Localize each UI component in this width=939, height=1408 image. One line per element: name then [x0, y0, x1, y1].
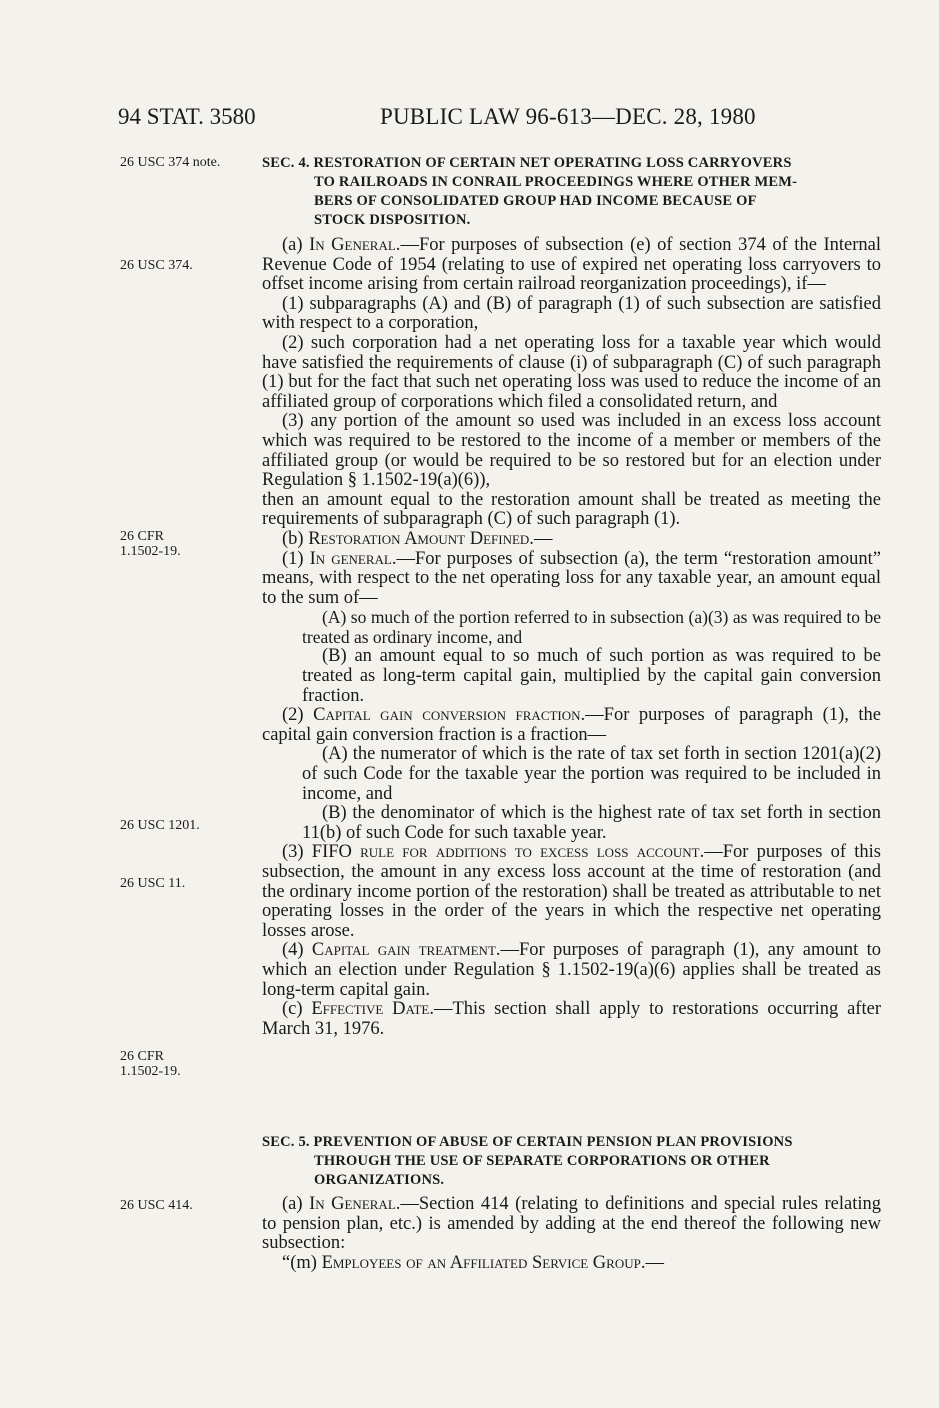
subsection-label: “(m)	[282, 1252, 322, 1273]
heading-line: BERS OF CONSOLIDATED GROUP HAD INCOME BECAUSE OF	[314, 193, 757, 209]
heading-line: SEC. 4. RESTORATION OF CERTAIN NET OPERATING LOSS CARRYOVERS	[262, 155, 792, 171]
subparagraph-b2A: (A) the numerator of which is the rate of tax set forth in section 1201(a)(2) of such Code for the taxable year the portion was required to be included in income, and	[302, 744, 881, 804]
paragraph-text: —For purposes of paragraph (1), the capital gain conversion fraction is a fraction—	[262, 705, 881, 745]
subsection-label: (b)	[282, 528, 309, 549]
margin-note-26usc11: 26 USC 11.	[120, 876, 186, 891]
heading-line: STOCK DISPOSITION.	[314, 212, 471, 228]
paragraph-text: —For purposes of subsection (a), the term “restoration amount” means, with respect to the net operating loss for any taxable year, an amount equal to the sum of—	[262, 548, 881, 608]
subsection-label: (a)	[282, 235, 310, 255]
section-5-heading	[262, 1133, 887, 1190]
paragraph-a2: (2) such corporation had a net operating loss for a taxable year which would have satisfied the requirements of clause (i) of subparagraph (C) of such paragraph (1) but for the fact that such net operating loss was used to reduce the income of an affiliated group of corporations which filed a consolidated return, and	[262, 332, 881, 412]
subparagraph-b1B: (B) an amount equal to so much of such portion as was required to be treated as long-term capital gain, multiplied by the capital gain conversion fraction.	[302, 646, 881, 706]
margin-note-26usc374: 26 USC 374.	[120, 258, 193, 273]
subsection-dash: —	[533, 528, 553, 549]
section-4-body	[262, 236, 881, 1039]
subparagraph-b1A: (A) so much of the portion referred to in subsection (a)(3) as was required to be treated as ordinary income, and	[302, 607, 881, 647]
margin-note-line: 26 CFR	[120, 1049, 164, 1064]
margin-note-line: 1.1502-19.	[120, 544, 181, 559]
subsection-text: —This section shall apply to restorations occurring after March 31, 1976.	[262, 999, 881, 1039]
paragraph-label: (1)	[282, 548, 310, 569]
paragraph-text: —For purposes of paragraph (1), any amount to which an election under Regulation § 1.1502-19(a)(6) applies shall be treated as long-term capital gain.	[262, 940, 882, 1000]
margin-note-26usc414: 26 USC 414.	[120, 1198, 193, 1213]
subsection-a	[262, 1195, 881, 1254]
heading-line: SEC. 5. PREVENTION OF ABUSE OF CERTAIN PENSION PLAN PROVISIONS	[262, 1134, 793, 1150]
paragraph-text: —For purposes of this subsection, the amount in any excess loss account at the time of restoration (and the ordinary income portion of the restoration) shall be treated as attributable to net operating losses in the order of the years in which the respective net operating losses arose.	[262, 842, 881, 941]
paragraph-caption: Capital gain treatment.	[311, 940, 501, 961]
subsection-a	[262, 236, 881, 295]
section-4-heading	[262, 154, 887, 230]
heading-line: ORGANIZATIONS.	[314, 1172, 445, 1188]
subsection-text: —Section 414 (relating to definitions and special rules relating to pension plan, etc.) is amended by adding at the end thereof the following new subsection:	[262, 1194, 881, 1254]
subsection-caption: Restoration Amount Defined.	[308, 528, 534, 549]
subparagraph-b2B: (B) the denominator of which is the highest rate of tax set forth in section 11(b) of such Code for such taxable year.	[302, 803, 881, 843]
subsection-label: (c)	[282, 999, 312, 1020]
paragraph-b3	[224, 843, 881, 941]
subsection-caption: In General.	[309, 235, 401, 255]
paragraph-caption: Capital gain conversion fraction.	[313, 705, 586, 726]
public-law-title: PUBLIC LAW 96-613—DEC. 28, 1980	[380, 104, 756, 129]
section-5-body	[262, 1195, 881, 1273]
heading-line: TO RAILROADS IN CONRAIL PROCEEDINGS WHERE OTHER MEM-	[314, 174, 798, 190]
margin-note-line: 26 CFR	[120, 529, 164, 544]
margin-note-26usc1201: 26 USC 1201.	[120, 818, 200, 833]
paragraph-a1: (1) subparagraphs (A) and (B) of paragraph (1) of such subsection are satisfied with respect to a corporation,	[262, 293, 881, 334]
subsection-caption: Employees of an Affiliated Service Group.	[321, 1252, 646, 1273]
subsection-caption: In General.	[309, 1194, 401, 1214]
paragraph-caption: rule for additions to excess loss account.	[360, 842, 705, 863]
subsection-label: (a)	[282, 1194, 310, 1214]
margin-note-26cfr	[120, 529, 181, 559]
paragraph-label: (3) FIFO	[282, 842, 361, 863]
paragraph-b1	[224, 550, 881, 609]
paragraph-label: (4)	[282, 940, 312, 961]
statute-page-number: 94 STAT. 3580	[118, 104, 256, 129]
margin-note-26cfr	[120, 1049, 181, 1079]
heading-line: THROUGH THE USE OF SEPARATE CORPORATIONS OR OTHER	[314, 1153, 770, 1169]
subsection-caption: Effective Date.	[311, 999, 434, 1020]
subsection-b	[262, 530, 881, 550]
paragraph-a-then: then an amount equal to the restoration amount shall be treated as meeting the requirements of subparagraph (C) of such paragraph (1).	[262, 489, 881, 530]
paragraph-b2	[224, 706, 881, 745]
paragraph-b4	[224, 941, 881, 1000]
subsection-text: —For purposes of subsection (e) of section 374 of the Internal Revenue Code of 1954 (relating to use of expired net operating loss carryovers to offset income arising from certain railroad reorganization proceedings), if—	[262, 235, 881, 295]
paragraph-label: (2)	[282, 705, 314, 726]
margin-note-line: 1.1502-19.	[120, 1064, 181, 1079]
new-subsection-m	[262, 1254, 881, 1274]
paragraph-caption: In general.	[309, 548, 397, 569]
margin-note-26usc374-note: 26 USC 374 note.	[120, 155, 221, 170]
paragraph-a3: (3) any portion of the amount so used was included in an excess loss account which was required to be restored to the income of a member or members of the affiliated group (or would be required to be so restored but for an election under Regulation § 1.1502-19(a)(6)),	[262, 411, 881, 491]
subsection-dash: —	[645, 1252, 664, 1273]
subsection-c	[262, 1000, 881, 1039]
